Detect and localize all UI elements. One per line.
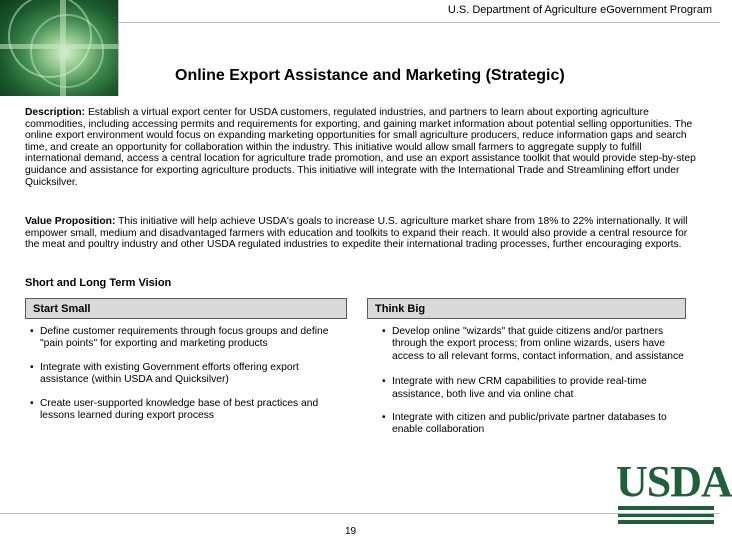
header-decorative-graphic [0, 0, 118, 96]
think-big-list [382, 326, 692, 437]
value-proposition-text: This initiative will help achieve USDA's goals to increase U.S. agriculture market share from 18% to 22% internationally. It will empower small, medium and disadvantaged farmers with education and toolkits to expand their reach. It would also provide a central resource for the meat and poultry industry and other USDA regulated industries to expedite their international trading processes, further encouraging exports. [25, 216, 688, 251]
bullet-icon: • [382, 326, 386, 337]
page-number: 19 [345, 526, 357, 537]
bullet-icon: • [30, 326, 34, 337]
bullet-icon: • [382, 412, 386, 424]
footer-divider [0, 513, 720, 514]
list-item: • Define customer requirements through focus groups and define "pain points" for exporting and marketing products [30, 326, 329, 350]
bullet-icon: • [382, 376, 386, 388]
header-divider-horizontal [118, 22, 720, 23]
list-item: • Integrate with existing Government efforts offering export assistance (within USDA and Quicksilver) [30, 361, 299, 386]
description-label: Description: [25, 107, 86, 118]
usda-logo-text: USDA [616, 457, 732, 506]
program-title: U.S. Department of Agriculture eGovernment Program [447, 4, 712, 16]
list-item: • Create user-supported knowledge base of best practices and lessons learned during export process [30, 397, 319, 422]
think-big-header: Think Big [367, 298, 686, 319]
list-item: • Integrate with new CRM capabilities to provide real-time assistance, both live and via online chat [382, 376, 647, 400]
start-small-header: Start Small [25, 298, 347, 319]
header-divider-vertical [118, 0, 119, 96]
value-proposition-paragraph [25, 216, 697, 251]
list-item: • Integrate with citizen and public/private partner databases to enable collaboration [382, 412, 667, 436]
value-proposition-label: Value Proposition: [25, 216, 116, 227]
vision-heading: Short and Long Term Vision [25, 277, 172, 289]
start-small-list [30, 326, 330, 422]
usda-logo [616, 457, 732, 526]
bullet-icon: • [30, 397, 34, 409]
bullet-icon: • [30, 361, 34, 373]
page-title: Online Export Assistance and Marketing (Strategic) [175, 67, 565, 84]
description-paragraph [25, 107, 697, 188]
description-text: Establish a virtual export center for USDA customers, regulated industries, and partners to learn about exporting agriculture commodities, including accessing permits and requirements for exporting, and gaining market information about potential selling opportunities. The online export environment would focus on expanding marketing opportunities for small agriculture producers, reduce information gaps and search time, and create an opportunity for collaboration within the industry. This initiative would allow small farmers to aggregate supply to fulfill international demand, access a central location for agriculture trade promotion, and use an export assistance toolkit that would provide step-by-step guidance and assistance for exporting agriculture products. This initiative will integrate with the International Trade and Streamlining effort under Quicksilver. [25, 107, 696, 188]
list-item: • Develop online "wizards" that guide citizens and/or partners through the export process; from online wizards, users have access to all relevant forms, contact information, and assistance [382, 326, 684, 362]
